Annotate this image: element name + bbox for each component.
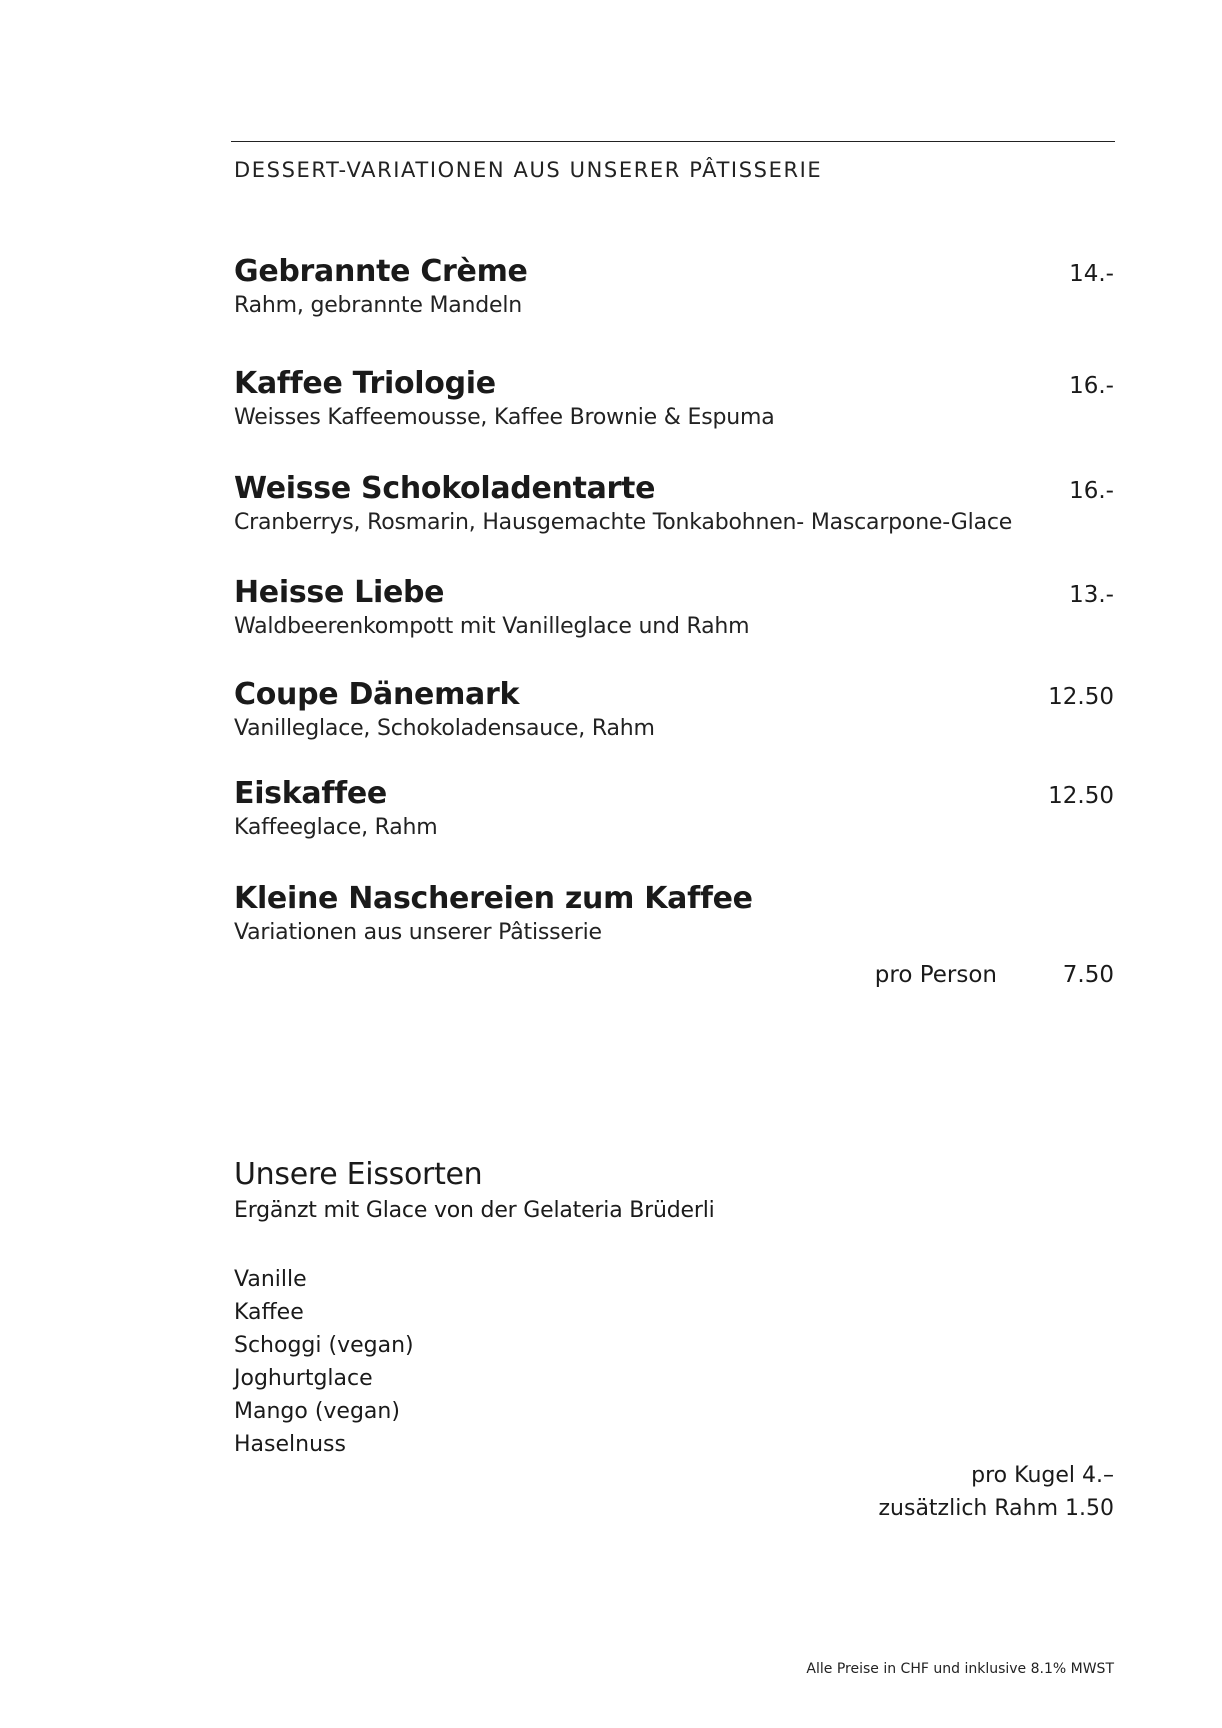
- item-price: 12.50: [1048, 684, 1114, 710]
- item-price: 13.-: [1069, 582, 1114, 608]
- item-price: 14.-: [1069, 261, 1114, 287]
- extra-cream-price: zusätzlich Rahm 1.50: [878, 1496, 1114, 1521]
- section-title: DESSERT-VARIATIONEN AUS UNSERER PÂTISSERIE: [234, 158, 823, 182]
- item-description: Kaffeeglace, Rahm: [234, 815, 438, 840]
- item-name: Heisse Liebe: [234, 575, 445, 610]
- item-price: 16.-: [1069, 373, 1114, 399]
- item-name: Kaffee Triologie: [234, 366, 496, 401]
- item-price: 16.-: [1069, 478, 1114, 504]
- item-description: Variationen aus unserer Pâtisserie: [234, 920, 602, 945]
- item-description: Waldbeerenkompott mit Vanilleglace und Rahm: [234, 614, 750, 639]
- menu-item: [234, 575, 1114, 641]
- ice-cream-title: Unsere Eissorten: [234, 1157, 483, 1192]
- item-name: Coupe Dänemark: [234, 677, 520, 712]
- item-price: 12.50: [1048, 783, 1114, 809]
- footer-note: Alle Preise in CHF und inklusive 8.1% MWST: [806, 1661, 1114, 1677]
- item-name: Gebrannte Crème: [234, 254, 528, 289]
- menu-item: [234, 471, 1114, 537]
- menu-item: [234, 881, 1114, 947]
- flavor-item: Mango (vegan): [234, 1399, 400, 1424]
- flavor-item: Haselnuss: [234, 1432, 346, 1457]
- item-description: Vanilleglace, Schokoladensauce, Rahm: [234, 716, 655, 741]
- flavor-item: Schoggi (vegan): [234, 1333, 414, 1358]
- ice-cream-prices: [878, 1459, 1114, 1525]
- header-divider: [231, 141, 1115, 142]
- ice-cream-subtitle: Ergänzt mit Glace von der Gelateria Brüderli: [234, 1198, 715, 1223]
- menu-item: [234, 366, 1114, 432]
- menu-item: [234, 776, 1114, 842]
- flavor-item: Vanille: [234, 1267, 307, 1292]
- flavor-list: [234, 1263, 414, 1461]
- per-person-row: [234, 960, 1114, 990]
- menu-item: [234, 254, 1114, 320]
- per-person-label: pro Person: [874, 962, 997, 988]
- item-name: Weisse Schokoladentarte: [234, 471, 656, 506]
- item-name: Kleine Naschereien zum Kaffee: [234, 881, 753, 916]
- item-name: Eiskaffee: [234, 776, 387, 811]
- flavor-item: Joghurtglace: [234, 1366, 373, 1391]
- price-per-scoop: pro Kugel 4.–: [971, 1463, 1114, 1488]
- menu-item: [234, 677, 1114, 743]
- item-description: Rahm, gebrannte Mandeln: [234, 293, 523, 318]
- item-description: Weisses Kaffeemousse, Kaffee Brownie & Espuma: [234, 405, 775, 430]
- item-description: Cranberrys, Rosmarin, Hausgemachte Tonkabohnen- Mascarpone-Glace: [234, 510, 1013, 535]
- flavor-item: Kaffee: [234, 1300, 304, 1325]
- per-person-price: 7.50: [1062, 962, 1114, 988]
